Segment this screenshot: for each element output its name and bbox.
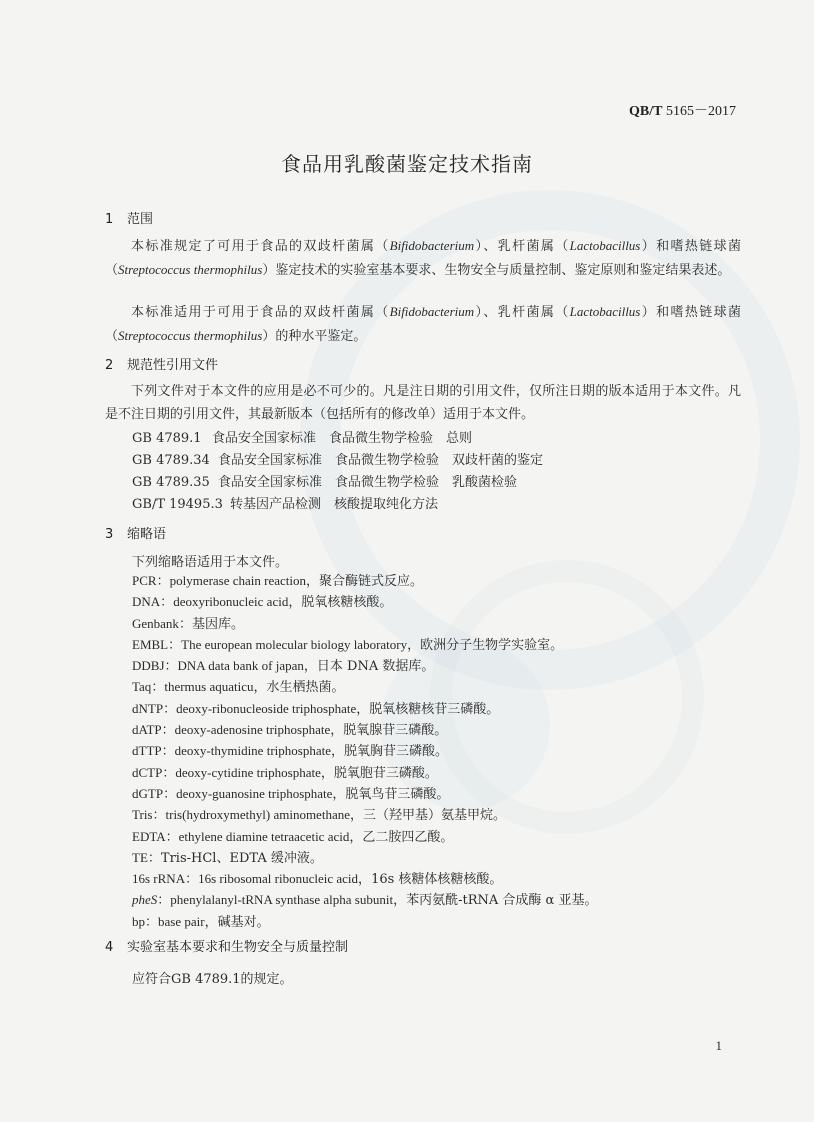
list-item: DDBJ：DNA data bank of japan，日本 DNA 数据库。	[132, 658, 435, 675]
section-3-intro: 下列缩略语适用于本文件。	[132, 555, 289, 570]
list-item: dGTP：deoxy-guanosine triphosphate，脱氧鸟苷三磷酸。	[132, 785, 450, 802]
abbreviation-list	[132, 570, 597, 932]
list-item: pheS：phenylalanyl-tRNA synthase alpha subunit，苯丙氨酰-tRNA 合成酶 α 亚基。	[132, 892, 598, 909]
section-1-paragraph-1: 本标准规定了可用于食品的双歧杆菌属（Bifidobacterium）、乳杆菌属（Lactobacillus）和嗜热链球菌（Streptococcus thermophilus）鉴定技术的实验室基本要求、生物安全与质量控制、鉴定原则和鉴定结果表述。	[105, 238, 741, 278]
list-item: dCTP：deoxy-cytidine triphosphate，脱氧胞苷三磷酸。	[132, 764, 438, 781]
reference-item: GB 4789.1 食品安全国家标准 食品微生物学检验 总则	[132, 431, 473, 446]
list-item: dNTP：deoxy-ribonucleoside triphosphate，脱氧核糖核苷三磷酸。	[132, 700, 500, 717]
list-item: bp：base pair，碱基对。	[132, 913, 270, 930]
section-3-heading: 3 缩略语	[105, 527, 167, 542]
list-item: dTTP：deoxy-thymidine triphosphate，脱氧胸苷三磷酸。	[132, 743, 449, 760]
list-item: dATP：deoxy-adenosine triphosphate，脱氧腺苷三磷酸。	[132, 722, 448, 739]
list-item: DNA：deoxyribonucleic acid，脱氧核糖核酸。	[132, 594, 393, 611]
list-item: Taq：thermus aquaticu，水生栖热菌。	[132, 679, 345, 696]
section-2-intro: 下列文件对于本文件的应用是必不可少的。凡是注日期的引用文件，仅所注日期的版本适用于本文件。凡是不注日期的引用文件，其最新版本（包括所有的修改单）适用于本文件。	[105, 384, 741, 422]
section-1-heading: 1 范围	[105, 212, 154, 227]
section-4-text: 应符合GB 4789.1的规定。	[132, 972, 293, 987]
list-item: PCR：polymerase chain reaction，聚合酶链式反应。	[132, 573, 424, 589]
section-4-heading: 4 实验室基本要求和生物安全与质量控制	[105, 940, 349, 955]
list-item: EDTA：ethylene diamine tetraacetic acid，乙二胺四乙酸。	[132, 828, 454, 845]
list-item: Tris：tris(hydroxymethyl) aminomethane，三（羟甲基）氨基甲烷。	[132, 807, 507, 824]
list-item: 16s rRNA：16s ribosomal ribonucleic acid，16s 核糖体核糖核酸。	[132, 871, 503, 888]
list-item: EMBL：The european molecular biology laboratory，欧洲分子生物学实验室。	[132, 636, 564, 653]
section-1-paragraph-2: 本标准适用于可用于食品的双歧杆菌属（Bifidobacterium）、乳杆菌属（Lactobacillus）和嗜热链球菌（Streptococcus thermophilus）的种水平鉴定。	[105, 304, 741, 344]
reference-item: GB 4789.34 食品安全国家标准 食品微生物学检验 双歧杆菌的鉴定	[132, 453, 544, 468]
page-number: 1	[715, 1038, 722, 1053]
list-item: TE：Tris-HCl、EDTA 缓冲液。	[132, 849, 323, 866]
section-2-heading: 2 规范性引用文件	[105, 358, 219, 373]
list-item: Genbank：基因库。	[132, 615, 244, 632]
reference-item: GB 4789.35 食品安全国家标准 食品微生物学检验 乳酸菌检验	[132, 475, 518, 490]
standard-number: QB/T 5165－2017	[629, 104, 736, 119]
reference-item: GB/T 19495.3 转基因产品检测 核酸提取纯化方法	[132, 497, 439, 512]
document-title: 食品用乳酸菌鉴定技术指南	[281, 152, 533, 176]
